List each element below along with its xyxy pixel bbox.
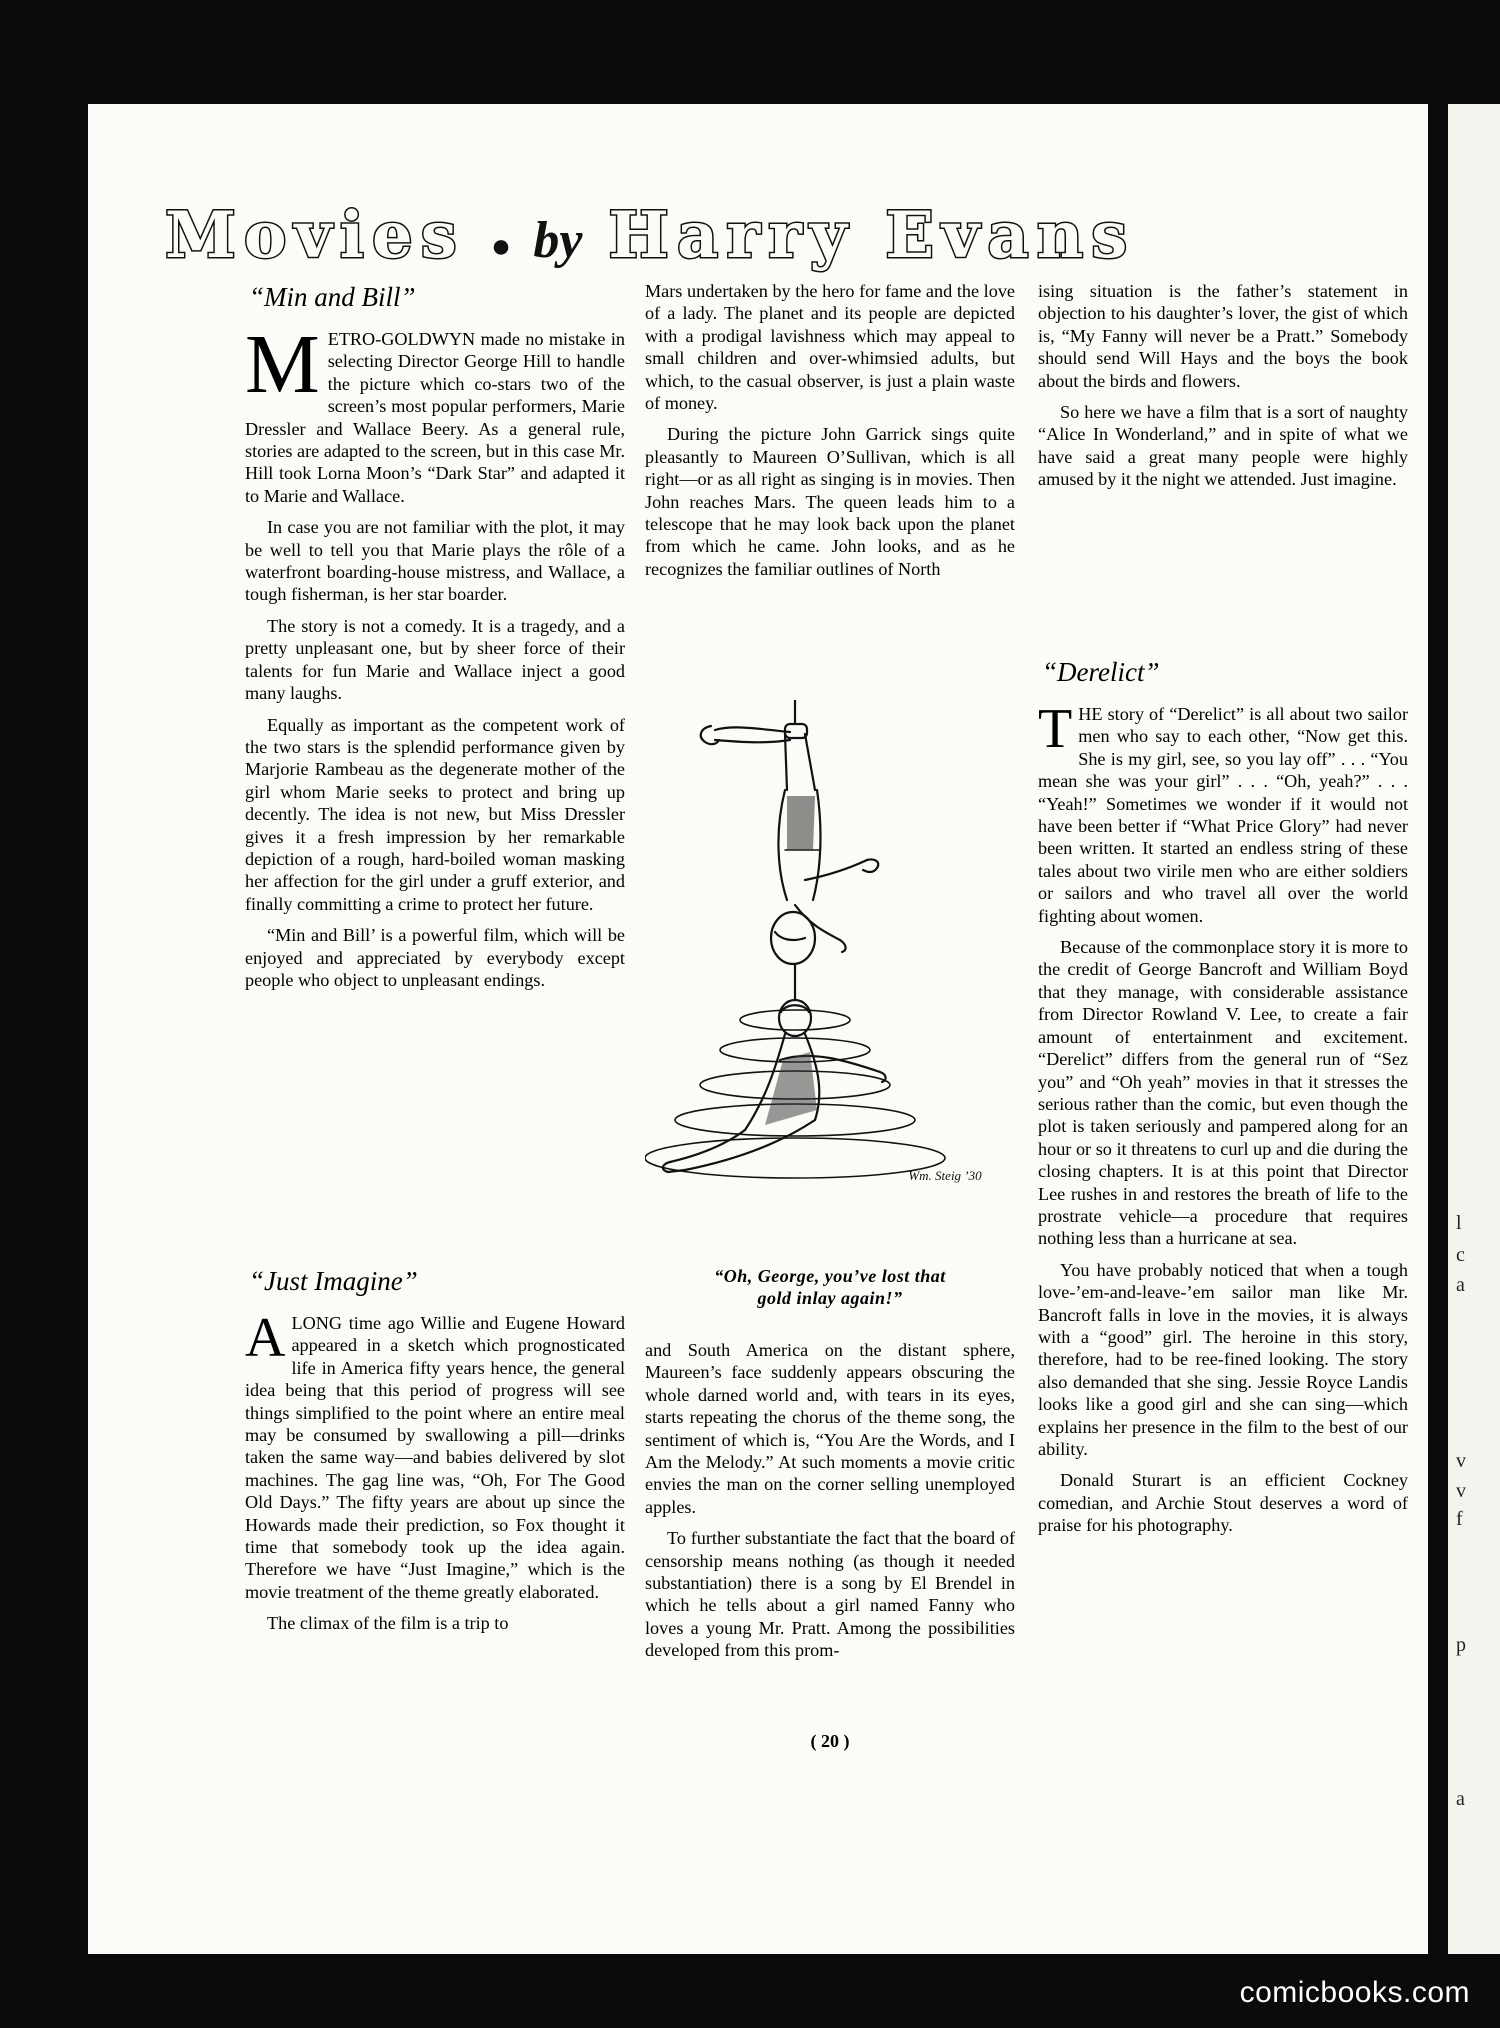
facing-page-fragment: a <box>1456 1274 1465 1296</box>
facing-page-fragment: v <box>1456 1450 1466 1472</box>
caption-line: “Oh, George, you’ve lost that <box>714 1266 946 1286</box>
illustration-signature: Wm. Steig ’30 <box>908 1168 982 1183</box>
review-paragraph: Donald Sturart is an efficient Cockney comedian, and Archie Stout deserves a word of praise for his photography. <box>1038 1470 1408 1536</box>
paragraph-text: HE story of “Derelict” is all about two sailor men who say to each other, “Now get this. She is my girl, see, so you lay off” . . . “You mean she was your girl” . . . “Oh, yeah?” . . . “Yeah!” Sometimes we wonder if it would not have been better if “What Price Glory” had never been written. It started an endless string of these tales about two virile men who are either soldiers or sailors and who travel all over the world fighting about women. <box>1038 704 1408 926</box>
facing-page-fragment: v <box>1456 1480 1466 1502</box>
review-continuation <box>645 1339 1015 1671</box>
site-watermark: comicbooks.com <box>1239 1976 1470 2009</box>
drop-cap: T <box>1038 698 1073 760</box>
review-min-and-bill <box>245 280 625 1000</box>
drop-cap: A <box>245 1307 286 1369</box>
review-paragraph <box>1038 698 1408 927</box>
caption-line: gold inlay again!” <box>757 1288 903 1308</box>
review-continuation <box>645 280 1015 589</box>
review-derelict <box>1038 655 1408 1546</box>
facing-page-fragment: f <box>1456 1508 1463 1530</box>
review-heading: “Just Imagine” <box>249 1266 418 1296</box>
review-paragraph: Mars undertaken by the hero for fame and the love of a lady. The planet and its people are depicted with a prodigal lavishness which may appeal to small children and over-whimsied adults, but which, to the casual observer, is just a plain waste of money. <box>645 281 1015 414</box>
review-continuation <box>1038 280 1408 500</box>
facing-page-fragment: l <box>1456 1212 1462 1234</box>
review-just-imagine <box>245 1264 625 1644</box>
review-paragraph <box>245 1307 625 1603</box>
review-paragraph: During the picture John Garrick sings quite pleasantly to Maureen O’Sullivan, which is all right—or as all right as singing is in movies. Then John reaches Mars. The queen leads him to a telescope that he may look back upon the planet from which he came. John looks, and as he recognizes the familiar outlines of North <box>645 424 1015 579</box>
review-paragraph: “Min and Bill’ is a powerful film, which will be enjoyed and appreciated by everybody except people who object to unpleasant endings. <box>245 925 625 990</box>
paragraph-text: LONG time ago Willie and Eugene Howard appeared in a sketch which prognosticated life in America fifty years hence, the general idea being that this period of progress will see things simplified to the point where an entire meal may be consumed by swallowing a pill—drinks taken the same way—and babies delivered by slot machines. The gag line was, “Oh, For The Good Old Days.” The fifty years are about up since the Howards made their prediction, so Fox thought it time that somebody took up the idea again. Therefore we have “Just Imagine,” which is the movie treatment of the theme greatly elaborated. <box>245 1313 625 1602</box>
title-by: by <box>533 212 583 269</box>
review-paragraph <box>245 318 625 507</box>
page-number: ( 20 ) <box>810 1731 850 1751</box>
page-title <box>165 198 1400 273</box>
review-paragraph: Equally as important as the competent work of the two stars is the splendid performance given by Marjorie Rambeau as the degenerate mother of the girl whom Marie seeks to protect and bring up decently. The idea is not new, but Miss Dressler gives it a fresh impression by her remarkable depiction of a rough, hard-boiled woman masking her affection for the girl under a gruff exterior, and finally committing a crime to protect her future. <box>245 714 625 914</box>
illustration-caption <box>655 1265 1005 1309</box>
review-paragraph: You have probably noticed that when a tough love-’em-and-leave-’em sailor man like Mr. Bancroft falls in love in the movies, it is always with a “good” girl. The heroine in this story, therefore, had to be ree-fined looking. The story also demanded that she sing. Jessie Royce Landis looks like a good girl and she can sing—which explains her presence in the film to the best of our ability. <box>1038 1259 1408 1459</box>
review-paragraph: In case you are not familiar with the plot, it may be well to tell you that Marie plays the rôle of a waterfront boarding-house mistress, and Wallace, a tough fisherman, is her star boarder. <box>245 517 625 605</box>
title-movies: Movies <box>165 198 465 273</box>
paragraph-text: ETRO-GOLDWYN made no mistake in selecting Director George Hill to handle the picture which co-stars two of the screen’s most popular performers, Marie Dressler and Wallace Beery. As a general rule, stories are adapted to the screen, but in this case Mr. Hill took Lorna Moon’s “Dark Star” and adapted it to Marie and Wallace. <box>245 329 625 506</box>
title-author: Harry Evans <box>608 198 1136 273</box>
title-bullet: ● <box>490 228 512 265</box>
review-paragraph: The story is not a comedy. It is a tragedy, and a pretty unpleasant one, but by sheer force of their talents for fun Marie and Wallace inject a good many laughs. <box>245 615 625 704</box>
review-heading: “Min and Bill” <box>249 282 416 312</box>
review-heading: “Derelict” <box>1042 657 1160 687</box>
review-paragraph: To further substantiate the fact that the board of censorship means nothing (as though it needed substantiation) there is a song by El Brendel in which he tells about a girl named Fanny who loves a young Mr. Pratt. Among the possibilities developed from this prom- <box>645 1528 1015 1661</box>
facing-page-edge <box>1448 104 1500 1954</box>
facing-page-fragment: a <box>1456 1788 1465 1810</box>
drop-cap: M <box>245 318 320 411</box>
facing-page-fragment: c <box>1456 1244 1465 1266</box>
review-paragraph: ising situation is the father’s statement in objection to his daughter’s lover, the gist of which is, “My Fanny will never be a Pratt.” Somebody should send Will Hays and the boys the book about the birds and flowers. <box>1038 281 1408 391</box>
review-paragraph: So here we have a film that is a sort of naughty “Alice In Wonderland,” and in spite of what we have said a great many people were highly amused by it the night we attended. Just imagine. <box>1038 402 1408 490</box>
acrobat-cartoon-illustration <box>645 700 1015 1240</box>
facing-page-fragment: p <box>1456 1634 1466 1656</box>
review-paragraph: The climax of the film is a trip to <box>267 1613 509 1634</box>
review-paragraph: and South America on the distant sphere, Maureen’s face suddenly appears obscuring the whole darned world and, with tears in its eyes, starts repeating the chorus of the theme song, the sentiment of which is, “You Are the Words, and I Am the Melody.” At such moments a movie critic envies the man on the corner selling unemployed apples. <box>645 1340 1015 1517</box>
review-paragraph: Because of the commonplace story it is more to the credit of George Bancroft and William Boyd that they manage, with considerable assistance from Director Rowland V. Lee, to create a fair amount of entertainment and excitement. “Derelict” differs from the general run of “Sez you” and “Oh yeah” movies in that it stresses the serious rather than the comic, but even though the plot is taken seriously and pampered along for an hour or so it threatens to curl up and die during the closing chapters. It is at this point that Director Lee rushes in and restores the breath of life to the prostrate vehicle—a procedure that requires nothing less than a hurricane at sea. <box>1038 937 1408 1249</box>
